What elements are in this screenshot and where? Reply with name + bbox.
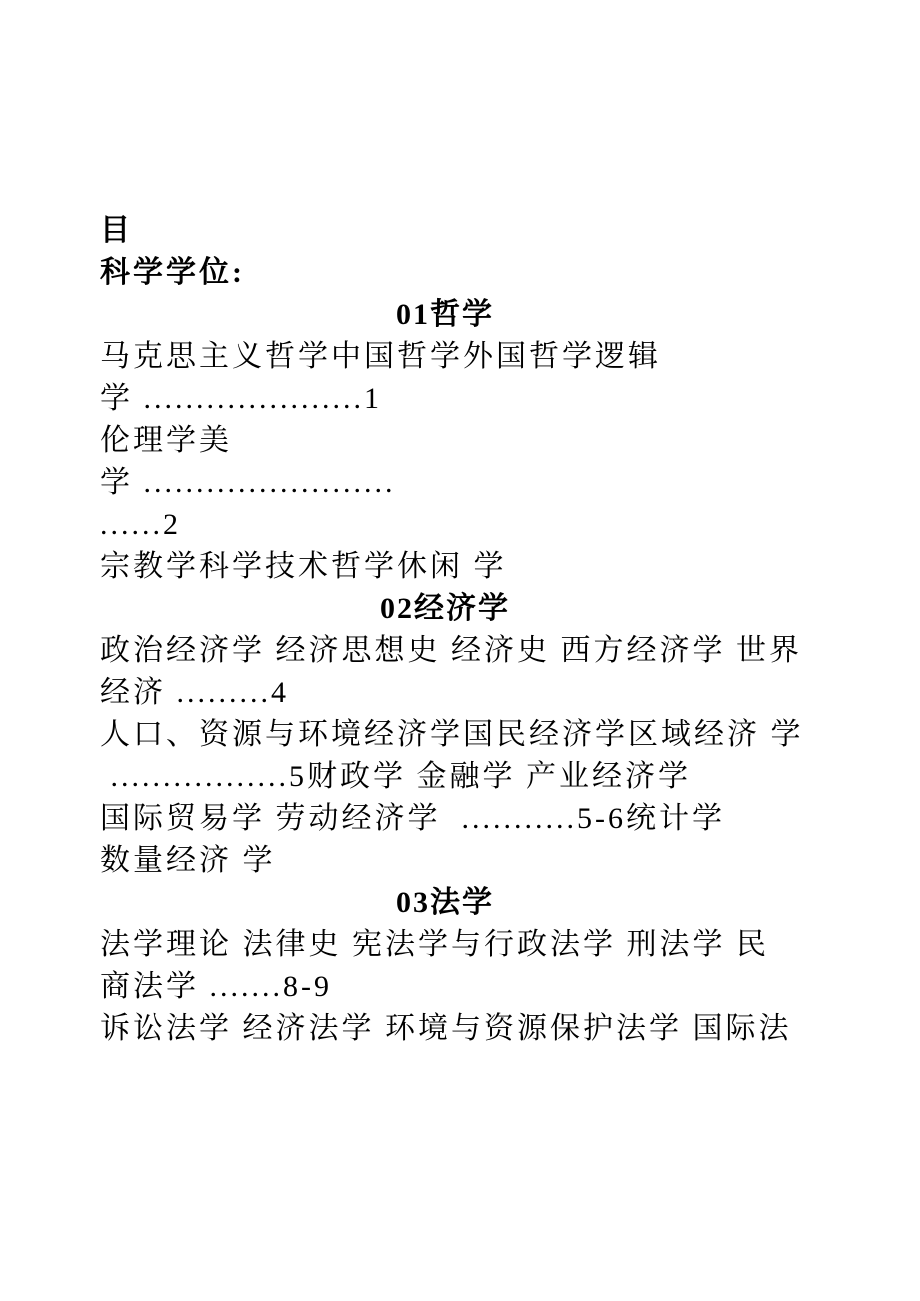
toc-line: 政治经济学 经济思想史 经济史 西方经济学 世界 (100, 634, 802, 667)
section-heading-law: 03法学 (396, 886, 494, 919)
toc-line: 经济 .........4 (100, 676, 289, 709)
doc-subtitle: 科学学位: (100, 256, 245, 289)
section-heading-economics: 02经济学 (380, 592, 510, 625)
toc-line: 国际贸易学 劳动经济学 ...........5-6统计学 (100, 802, 725, 835)
toc-line: 伦理学美 (100, 424, 232, 457)
toc-line: 学 ........................ (100, 466, 396, 499)
toc-line: 商法学 .......8-9 (100, 970, 332, 1003)
toc-line: 法学理论 法律史 宪法学与行政法学 刑法学 民 (100, 928, 769, 961)
toc-line: ......2 (100, 508, 181, 541)
toc-line: 人口、资源与环境经济学国民经济学区域经济 学 (100, 718, 804, 751)
toc-line: 诉讼法学 经济法学 环境与资源保护法学 国际法 (100, 1012, 792, 1045)
toc-line: 数量经济 学 (100, 844, 276, 877)
doc-title: 目 (100, 214, 133, 247)
section-heading-philosophy: 01哲学 (396, 298, 494, 331)
toc-line: .................5财政学 金融学 产业经济学 (100, 760, 691, 793)
toc-line: 宗教学科学技术哲学休闲 学 (100, 550, 507, 583)
toc-line: 学 .....................1 (100, 382, 382, 415)
toc-line: 马克思主义哲学中国哲学外国哲学逻辑 (100, 340, 661, 373)
